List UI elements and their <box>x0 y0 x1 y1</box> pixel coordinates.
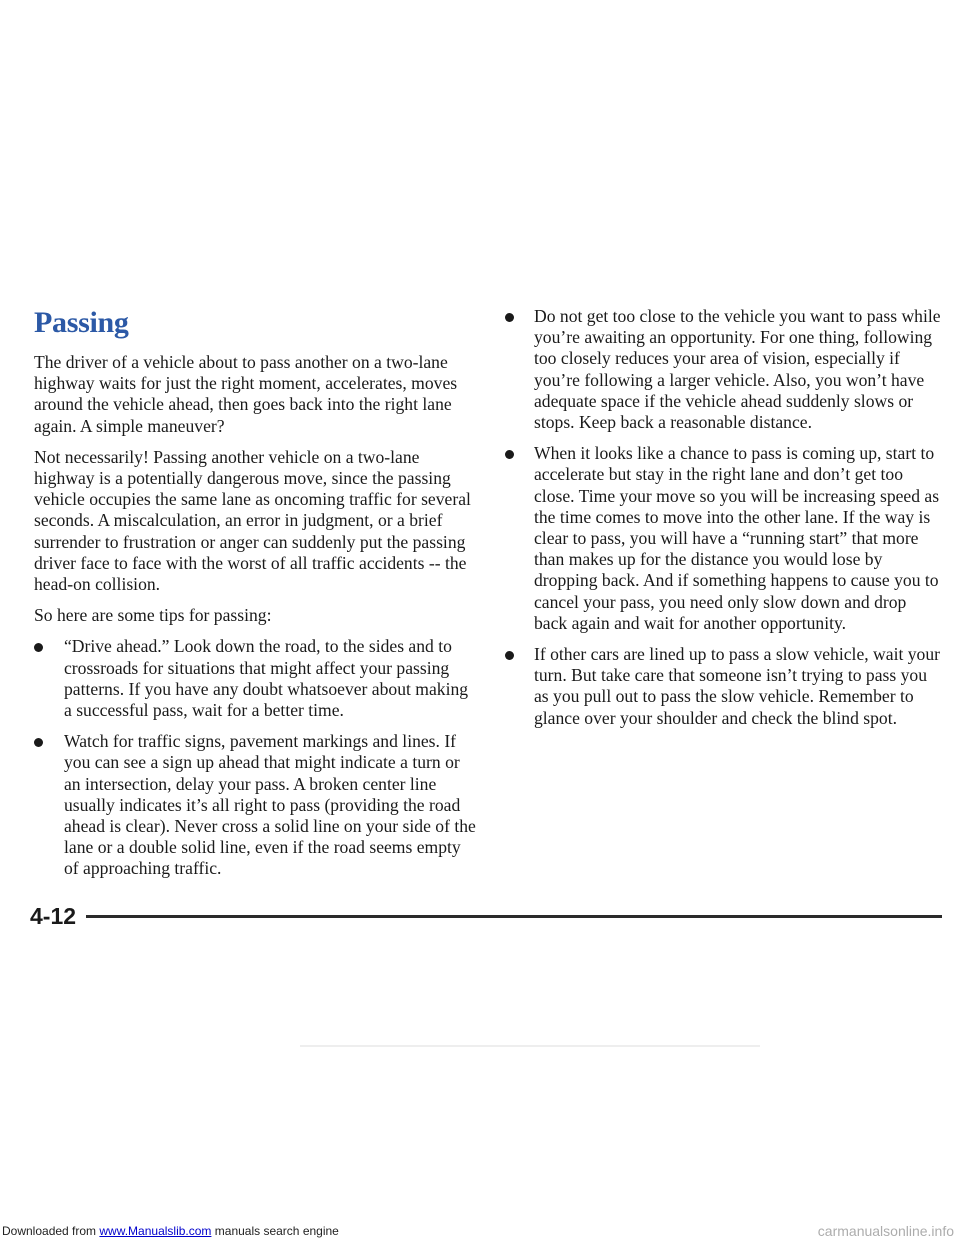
manualslib-link[interactable]: www.Manualslib.com <box>99 1224 212 1238</box>
download-attribution <box>2 1224 339 1238</box>
paragraph-intro: The driver of a vehicle about to pass another on a two-lane highway waits for just the right moment, accelerates, moves around the vehicle ahead, then goes back into the right lane again. A simple maneuver? <box>34 352 458 436</box>
download-bar <box>0 1222 960 1242</box>
page-number: 4-12 <box>30 903 77 929</box>
bullet-icon <box>34 643 43 652</box>
watermark-text: carmanualsonline.info <box>817 1223 954 1239</box>
download-suffix: manuals search engine <box>211 1224 339 1238</box>
section-title: Passing <box>34 306 129 339</box>
right-column <box>505 306 943 739</box>
bullet-icon <box>34 738 43 747</box>
list-item-text: When it looks like a chance to pass is coming up, start to accelerate but stay in the right lane and don’t get too close. Time your move so you will be increasing speed as the time comes to move into the other lane. If the way is clear to pass, you will have a “running start” that more than makes up for the distance you would lose by dropping back. And if something happens to cause you to cancel your pass, you need only slow down and drop back again and wait for another opportunity. <box>534 443 940 633</box>
paragraph-danger: Not necessarily! Passing another vehicle on a two-lane highway is a potentially dangerous move, since the passing vehicle occupies the same lane as oncoming traffic for several seconds. A miscalculation, an error in judgment, or a brief surrender to frustration or anger can suddenly put the passing driver face to face with the worst of all traffic accidents -- the head-on collision. <box>34 446 471 595</box>
tips-list-right <box>505 306 943 729</box>
bullet-icon <box>505 450 514 459</box>
left-column <box>34 306 476 890</box>
scan-smudge <box>300 1045 760 1047</box>
list-item <box>505 306 943 433</box>
list-item-text: Watch for traffic signs, pavement markings and lines. If you can see a sign up ahead that might indicate a turn or an intersection, delay your pass. A broken center line usually indicates it’s all right to pass (providing the road ahead is clear). Never cross a solid line on your side of the lane or a double solid line, even if the road seems empty of approaching traffic. <box>64 731 476 879</box>
tips-list-left <box>34 636 476 879</box>
bullet-icon <box>505 651 514 660</box>
download-prefix: Downloaded from <box>2 1224 100 1238</box>
list-item-text: “Drive ahead.” Look down the road, to the sides and to crossroads for situations that might affect your passing patterns. If you have any doubt whatsoever about making a successful pass, wait for a better time. <box>64 636 469 721</box>
page-footer <box>30 901 942 931</box>
list-item <box>505 644 943 729</box>
bullet-icon <box>505 313 514 322</box>
list-item-text: Do not get too close to the vehicle you want to pass while you’re awaiting an opportunity. For one thing, following too closely reduces your area of vision, especially if you’re following a larger vehicle. Also, you won’t have adequate space if the vehicle ahead suddenly slows or stops. Keep back a reasonable distance. <box>534 306 941 433</box>
list-item <box>34 636 476 721</box>
list-item <box>34 731 476 879</box>
list-item <box>505 443 943 634</box>
footer-rule <box>86 915 942 918</box>
paragraph-tips-lead: So here are some tips for passing: <box>34 605 272 626</box>
list-item-text: If other cars are lined up to pass a slow vehicle, wait your turn. But take care that someone isn’t trying to pass you as you pull out to pass the slow vehicle. Remember to glance over your shoulder and check the blind spot. <box>534 644 940 728</box>
